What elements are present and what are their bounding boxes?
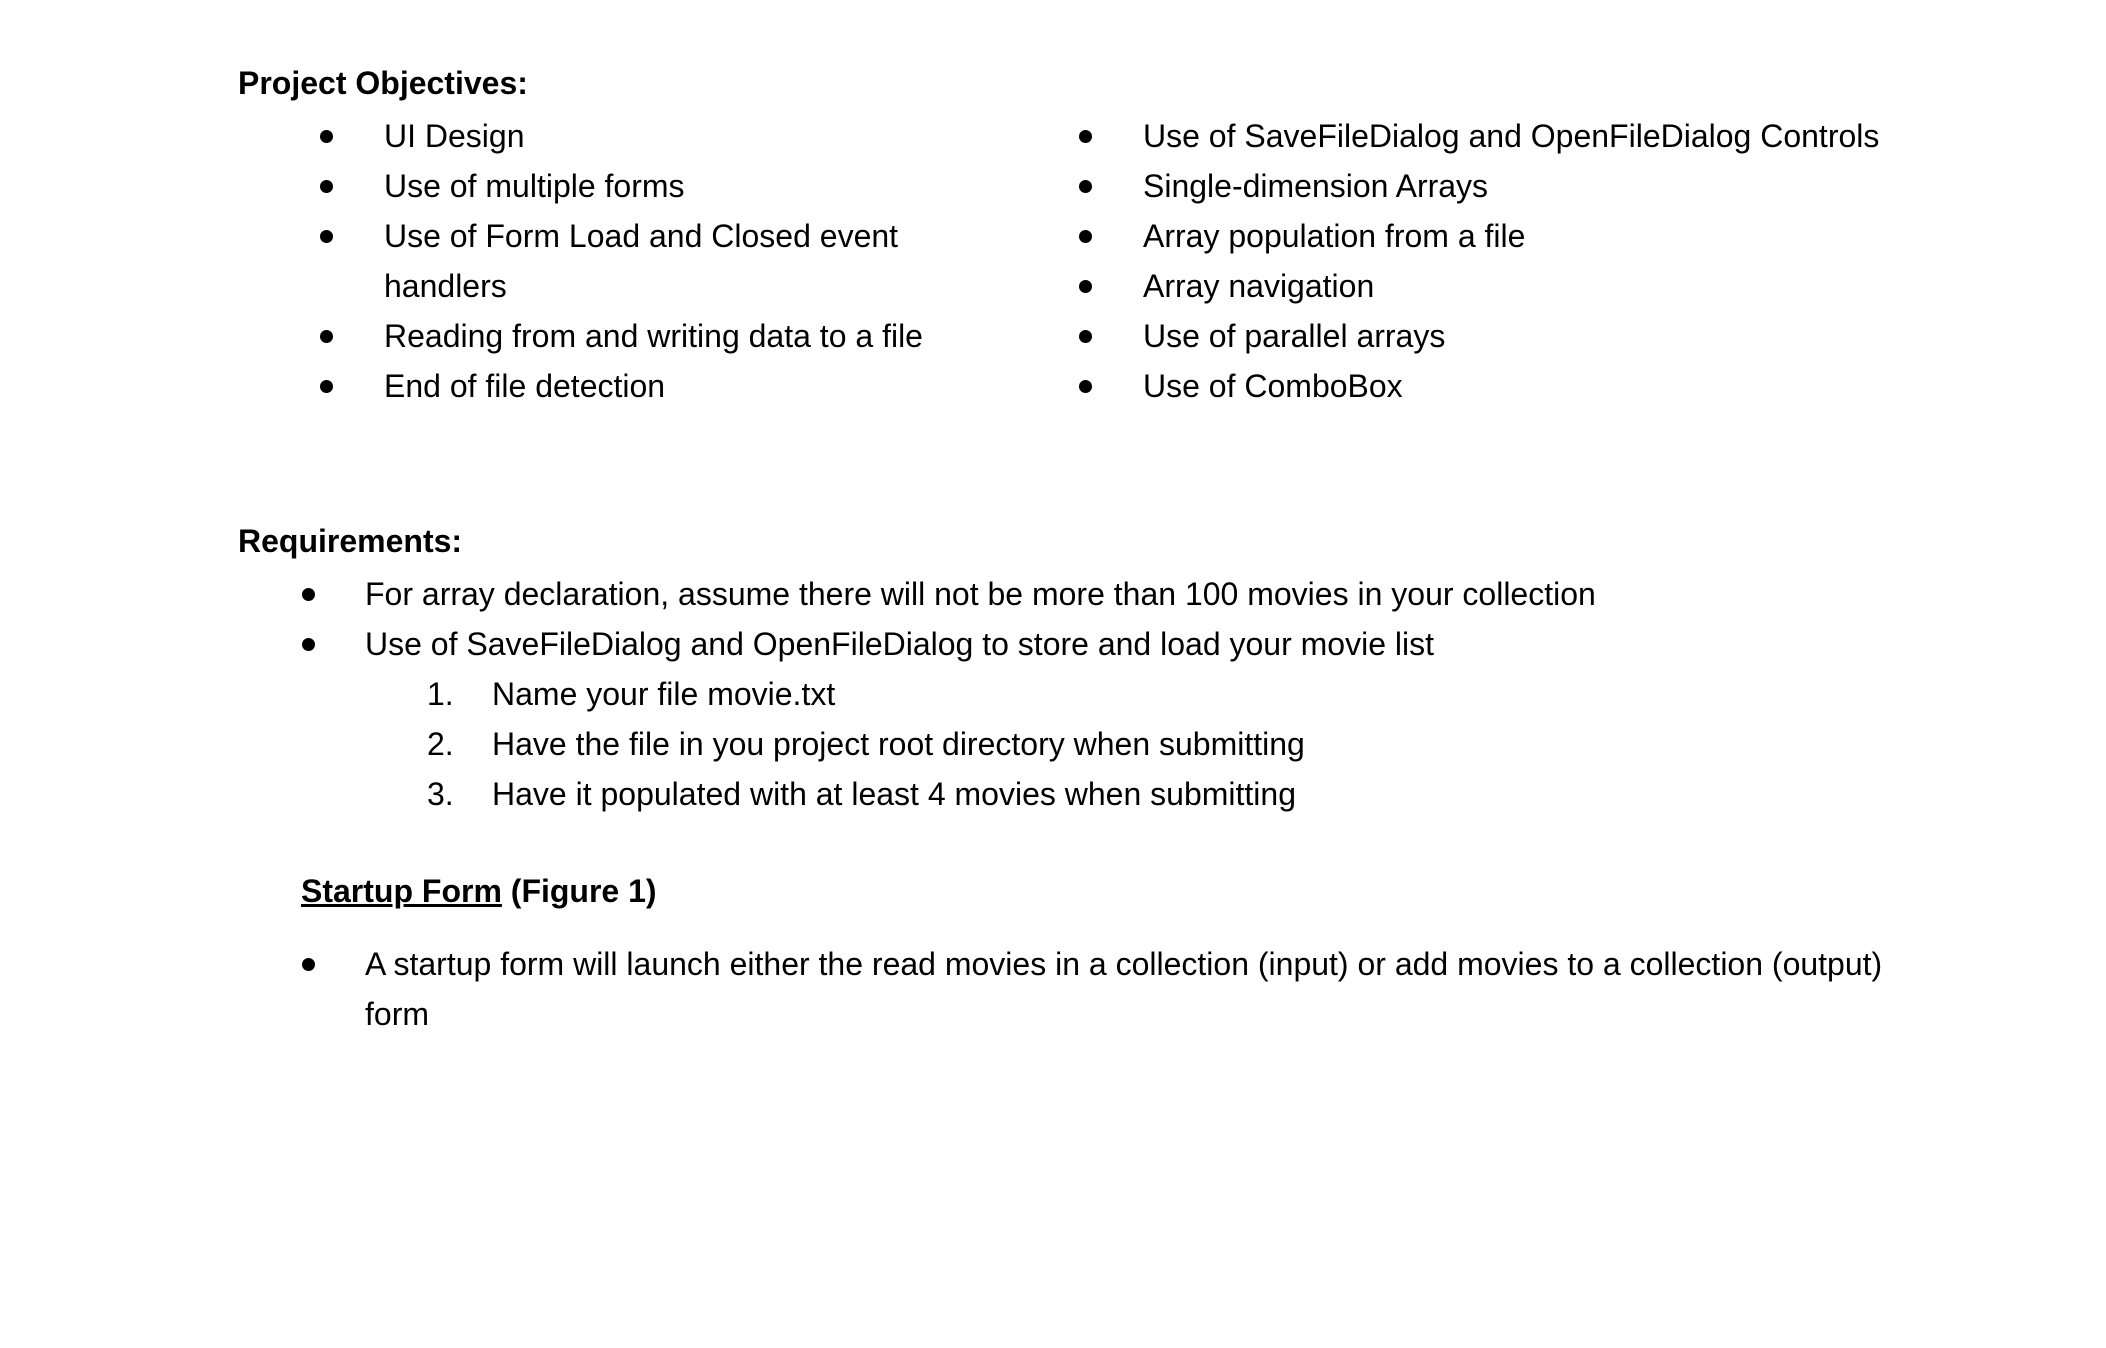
- bullet-icon: [320, 330, 333, 343]
- startup-form-title: Startup Form: [301, 873, 502, 909]
- objective-text: Use of SaveFileDialog and OpenFileDialog Controls: [1143, 118, 1880, 154]
- bullet-icon: [320, 230, 333, 243]
- step-text: Have it populated with at least 4 movies when submitting: [492, 776, 1296, 812]
- list-item: [1143, 311, 2063, 361]
- bullet-icon: [302, 638, 315, 651]
- bullet-icon: [1079, 230, 1092, 243]
- requirement-text: Use of SaveFileDialog and OpenFileDialog to store and load your movie list: [365, 626, 1434, 662]
- numbered-item: [427, 669, 2106, 719]
- startup-list: [365, 939, 1885, 1039]
- bullet-icon: [302, 958, 315, 971]
- list-item: [384, 311, 984, 361]
- objective-text: Reading from and writing data to a file: [384, 318, 923, 354]
- objective-text: Single-dimension Arrays: [1143, 168, 1489, 204]
- objective-text: Array population from a file: [1143, 218, 1526, 254]
- step-text: Name your file movie.txt: [492, 676, 836, 712]
- startup-text: A startup form will launch either the read movies in a collection (input) or add movies to a collection (output) form: [365, 946, 1883, 1032]
- bullet-icon: [302, 588, 315, 601]
- list-item: [1143, 361, 2063, 411]
- figure-reference: (Figure 1): [501, 873, 657, 909]
- objectives-left-list: [384, 111, 984, 411]
- numbered-item: [427, 719, 2106, 769]
- step-number: 1.: [427, 676, 454, 712]
- requirements-list: [365, 569, 2065, 819]
- objective-text: Use of multiple forms: [384, 168, 685, 204]
- objective-text: Array navigation: [1143, 268, 1375, 304]
- objectives-right-list: [1143, 111, 2063, 411]
- requirements-heading: Requirements:: [238, 523, 463, 559]
- step-text: Have the file in you project root directory when submitting: [492, 726, 1305, 762]
- requirement-text: For array declaration, assume there will not be more than 100 movies in your collection: [365, 576, 1596, 612]
- bullet-icon: [1079, 130, 1092, 143]
- bullet-icon: [1079, 330, 1092, 343]
- requirement-steps: [427, 669, 2106, 819]
- objective-text: Use of Form Load and Closed event handlers: [384, 218, 899, 304]
- bullet-icon: [1079, 380, 1092, 393]
- bullet-icon: [1079, 180, 1092, 193]
- objective-text: UI Design: [384, 118, 525, 154]
- list-item: [384, 361, 984, 411]
- objectives-heading: Project Objectives:: [238, 65, 528, 101]
- bullet-icon: [1079, 280, 1092, 293]
- bullet-icon: [320, 180, 333, 193]
- step-number: 3.: [427, 776, 454, 812]
- objective-text: Use of parallel arrays: [1143, 318, 1446, 354]
- bullet-icon: [320, 380, 333, 393]
- numbered-item: [427, 769, 2106, 819]
- list-item: [384, 111, 984, 161]
- bullet-icon: [320, 130, 333, 143]
- list-item: [1143, 261, 2063, 311]
- list-item: [1143, 161, 2063, 211]
- objective-text: Use of ComboBox: [1143, 368, 1403, 404]
- list-item: [1143, 111, 2063, 161]
- list-item: [365, 569, 2065, 619]
- startup-heading: [301, 866, 657, 916]
- list-item: [384, 211, 904, 311]
- list-item: [365, 619, 2065, 819]
- list-item: [384, 161, 984, 211]
- list-item: [1143, 211, 2063, 261]
- objective-text: End of file detection: [384, 368, 666, 404]
- step-number: 2.: [427, 726, 454, 762]
- list-item: [365, 939, 1885, 1039]
